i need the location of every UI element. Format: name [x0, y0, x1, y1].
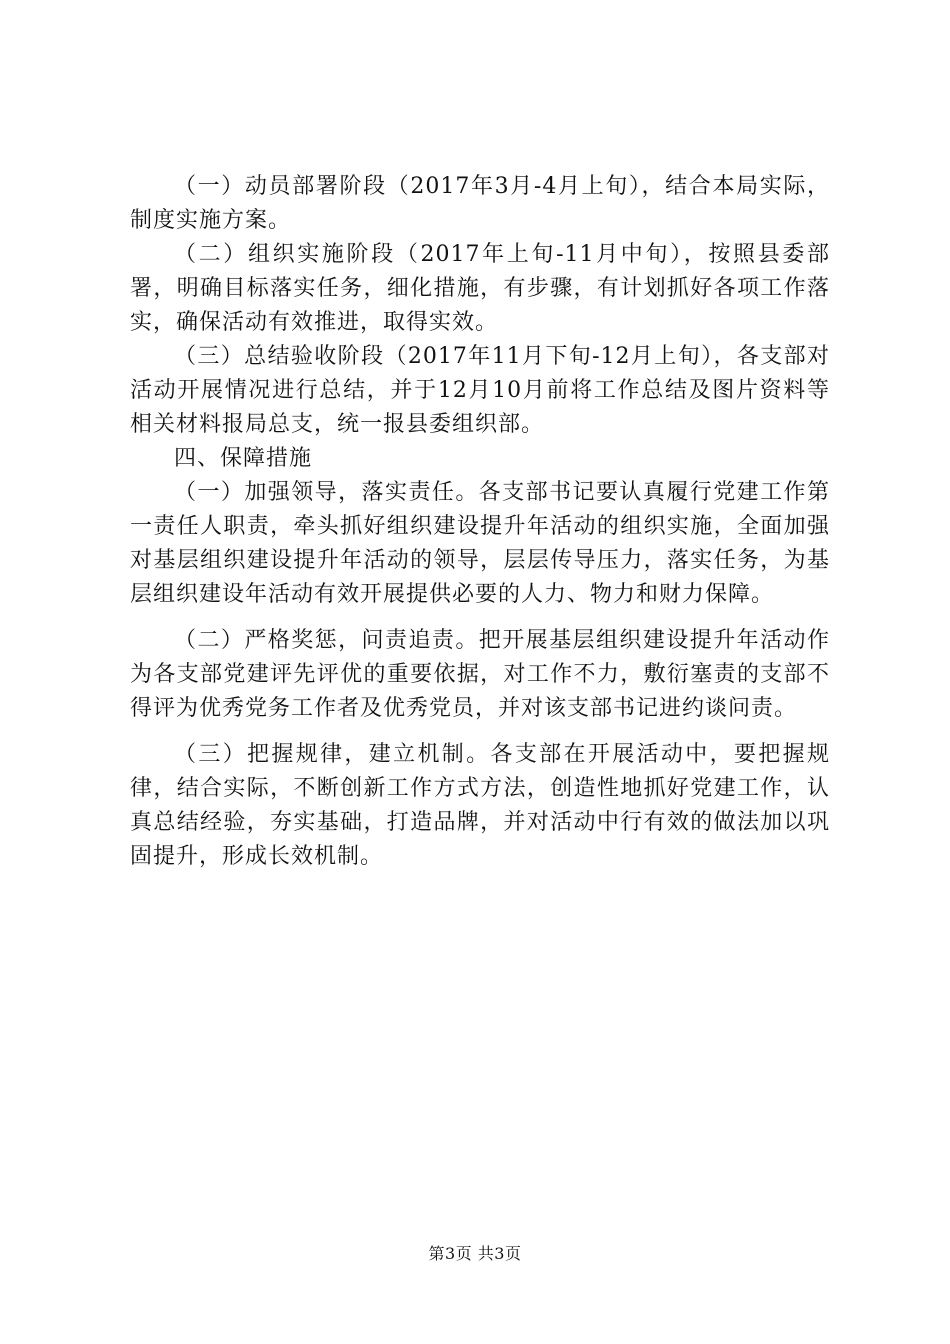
- paragraph-phase-mobilization: （一）动员部署阶段（2017年3月-4月上旬），结合本局实际，制度实施方案。: [130, 174, 830, 233]
- paragraph-phase-summary: （三）总结验收阶段（2017年11月下旬-12月上旬），各支部对活动开展情况进行总结，并于12月10月前将工作总结及图片资料等相关材料报局总支，统一报县委组织部。: [130, 344, 830, 437]
- section-heading-safeguards: 四、保障措施: [174, 446, 313, 471]
- paragraph-mechanism: （三）把握规律，建立机制。各支部在开展活动中，要把握规律，结合实际，不断创新工作方式方法，创造性地抓好党建工作，认真总结经验，夯实基础，打造品牌，并对活动中行有效的做法加以巩固提升，形成长效机制。: [130, 742, 830, 869]
- paragraph-phase-implementation: （二）组织实施阶段（2017年上旬-11月中旬），按照县委部署，明确目标落实任务，细化措施，有步骤，有计划抓好各项工作落实，确保活动有效推进，取得实效。: [130, 242, 830, 335]
- paragraph-leadership: （一）加强领导，落实责任。各支部书记要认真履行党建工作第一责任人职责，牵头抓好组织建设提升年活动的组织实施，全面加强对基层组织建设提升年活动的领导，层层传导压力，落实任务，为基层组织建设年活动有效开展提供必要的人力、物力和财力保障。: [130, 480, 830, 607]
- page-number-footer: 第3页 共3页: [428, 1244, 522, 1263]
- paragraph-accountability: （二）严格奖惩，问责追责。把开展基层组织建设提升年活动作为各支部党建评先评优的重要依据，对工作不力，敷衍塞责的支部不得评为优秀党务工作者及优秀党员，并对该支部书记进约谈问责。: [130, 628, 830, 721]
- document-body: [130, 170, 830, 874]
